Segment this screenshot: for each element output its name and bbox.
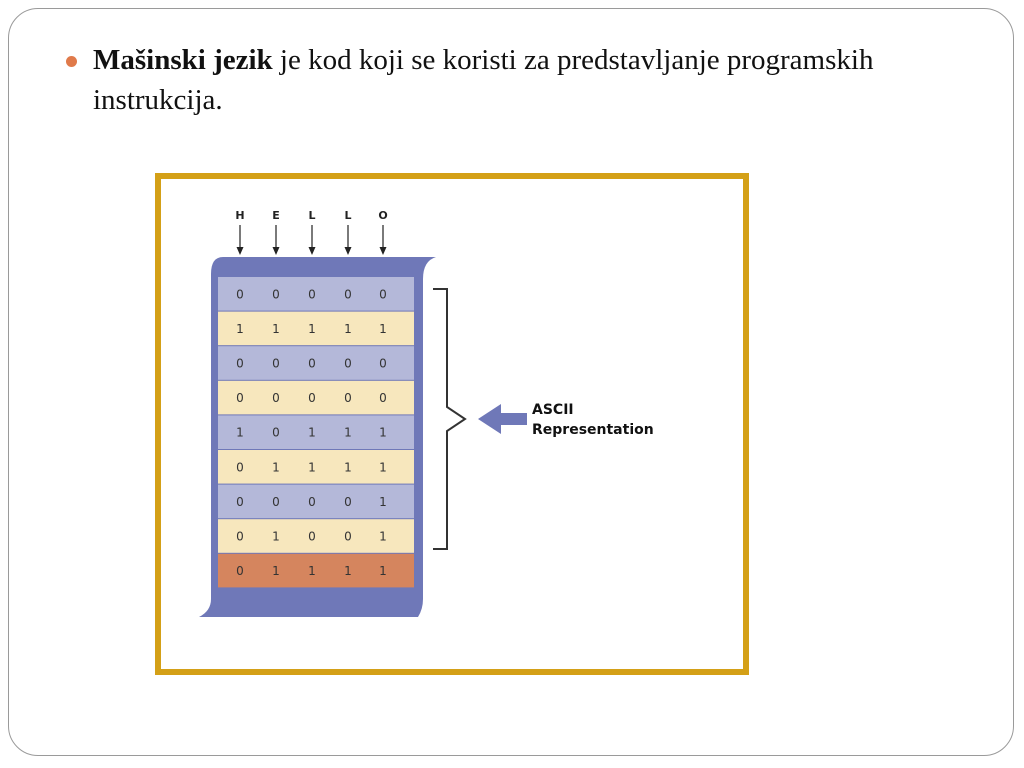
letter-arrows bbox=[237, 225, 387, 255]
bracket bbox=[433, 289, 465, 549]
bit-value: 1 bbox=[272, 529, 280, 544]
ascii-label-line1: ASCII bbox=[532, 402, 574, 418]
bit-value: 0 bbox=[236, 391, 244, 406]
bit-value: 0 bbox=[308, 287, 316, 302]
bit-value: 1 bbox=[308, 425, 316, 440]
bit-value: 1 bbox=[272, 564, 280, 579]
bracket-icon bbox=[433, 289, 465, 549]
bit-value: 0 bbox=[272, 356, 280, 371]
bit-value: 0 bbox=[344, 391, 352, 406]
bit-value: 0 bbox=[236, 460, 244, 475]
bit-row bbox=[218, 485, 414, 519]
bit-value: 0 bbox=[308, 494, 316, 509]
bullet-dot-icon bbox=[66, 56, 77, 67]
bit-rows bbox=[218, 277, 414, 587]
bit-value: 1 bbox=[379, 425, 387, 440]
bit-value: 1 bbox=[308, 460, 316, 475]
bit-value: 1 bbox=[272, 460, 280, 475]
bit-row bbox=[218, 381, 414, 415]
bullet-bold-term: Mašinski jezik bbox=[93, 44, 273, 76]
bit-value: 1 bbox=[344, 460, 352, 475]
letter-label: L bbox=[308, 209, 316, 222]
bit-value: 1 bbox=[308, 321, 316, 336]
bit-value: 1 bbox=[379, 460, 387, 475]
down-arrow-icon bbox=[273, 247, 280, 255]
bit-value: 0 bbox=[344, 287, 352, 302]
bit-value: 1 bbox=[379, 321, 387, 336]
bit-value: 0 bbox=[272, 287, 280, 302]
ascii-diagram bbox=[161, 179, 743, 669]
bit-value: 0 bbox=[272, 425, 280, 440]
bit-value: 0 bbox=[379, 287, 387, 302]
bit-row bbox=[218, 415, 414, 449]
down-arrow-icon bbox=[237, 247, 244, 255]
bullet-body: je kod koji se koristi za predstavljanje programskih instrukcija. bbox=[93, 44, 874, 116]
ascii-label-line2: Representation bbox=[532, 422, 654, 438]
bit-value: 1 bbox=[344, 321, 352, 336]
bit-value: 0 bbox=[236, 529, 244, 544]
letter-label: H bbox=[235, 209, 245, 222]
bit-value: 1 bbox=[272, 321, 280, 336]
bit-row bbox=[218, 554, 414, 588]
bit-row bbox=[218, 277, 414, 311]
bit-value: 0 bbox=[272, 494, 280, 509]
left-arrow-icon bbox=[478, 404, 527, 434]
bit-value: 0 bbox=[272, 391, 280, 406]
bit-value: 0 bbox=[344, 356, 352, 371]
ascii-pointer-arrow bbox=[478, 404, 527, 434]
down-arrow-icon bbox=[345, 247, 352, 255]
bit-value: 1 bbox=[344, 425, 352, 440]
bit-value: 0 bbox=[236, 287, 244, 302]
bullet-item bbox=[66, 40, 886, 120]
bit-value: 0 bbox=[236, 564, 244, 579]
bit-value: 0 bbox=[344, 494, 352, 509]
bit-value: 0 bbox=[379, 356, 387, 371]
down-arrow-icon bbox=[380, 247, 387, 255]
down-arrow-icon bbox=[309, 247, 316, 255]
bit-value: 1 bbox=[344, 564, 352, 579]
bit-row bbox=[218, 346, 414, 380]
bit-value: 0 bbox=[379, 391, 387, 406]
bit-value: 1 bbox=[236, 425, 244, 440]
bit-value: 0 bbox=[308, 391, 316, 406]
bit-value: 1 bbox=[379, 564, 387, 579]
bit-row bbox=[218, 312, 414, 346]
bit-value: 1 bbox=[379, 529, 387, 544]
letter-label: L bbox=[344, 209, 352, 222]
bit-value: 0 bbox=[236, 356, 244, 371]
bit-value: 0 bbox=[308, 529, 316, 544]
letter-labels bbox=[235, 209, 387, 222]
bit-value: 0 bbox=[344, 529, 352, 544]
bit-value: 0 bbox=[236, 494, 244, 509]
letter-label: E bbox=[272, 209, 280, 222]
bit-row bbox=[218, 519, 414, 553]
bit-row bbox=[218, 450, 414, 484]
bit-value: 1 bbox=[379, 494, 387, 509]
bit-value: 1 bbox=[308, 564, 316, 579]
letter-label: O bbox=[378, 209, 388, 222]
bullet-text bbox=[93, 40, 886, 120]
ascii-figure bbox=[155, 173, 749, 675]
bit-value: 1 bbox=[236, 321, 244, 336]
bit-value: 0 bbox=[308, 356, 316, 371]
